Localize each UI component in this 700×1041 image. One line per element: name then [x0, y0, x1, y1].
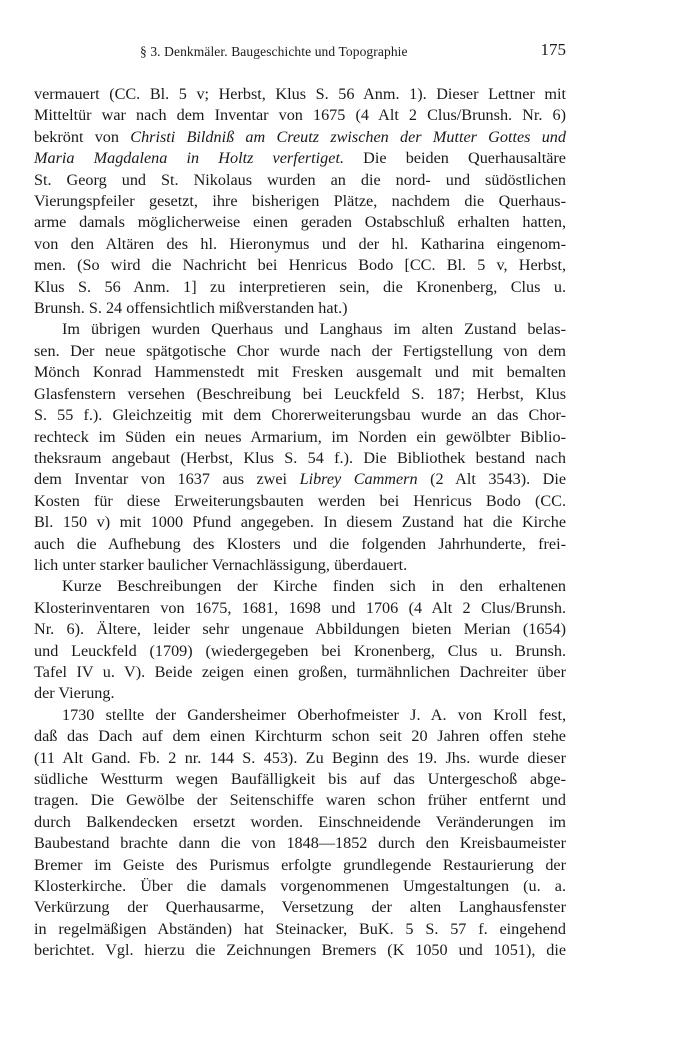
italic-text: Maria Magdalena in Holtz verfertiget. — [34, 149, 344, 168]
body-text — [34, 84, 566, 962]
text-run: Bremer im Geiste des Purismus erfolgte grundlegende Restaurierung der — [34, 855, 566, 874]
text-line — [34, 384, 566, 405]
text-line — [34, 362, 566, 383]
text-run: Kurze Beschreibungen der Kirche finden sich in den erhaltenen — [62, 577, 566, 596]
text-line — [34, 319, 566, 340]
text-line — [34, 897, 566, 918]
text-run: Verkürzung der Querhausarme, Versetzung der alten Langhausfenster — [34, 898, 566, 917]
text-run: Klosterkirche. Über die damals vorgenommenen Umgestaltungen (u. a. — [34, 877, 566, 896]
running-title: § 3. Denkmäler. Baugeschichte und Topographie — [140, 44, 408, 59]
text-run: Vierungspfeiler gesetzt, ihre bisherigen Plätze, nachdem die Querhaus- — [34, 192, 566, 211]
text-line — [34, 812, 566, 833]
text-line — [34, 405, 566, 426]
page-number: 175 — [540, 40, 566, 59]
text-line — [34, 105, 566, 126]
text-line — [34, 641, 566, 662]
text-run: Klosterinventaren von 1675, 1681, 1698 und 1706 (4 Alt 2 Clus/Brunsh. — [34, 598, 566, 617]
text-line — [34, 855, 566, 876]
text-run: Baubestand brachte dann die von 1848—1852 durch den Kreisbaumeister — [34, 834, 566, 853]
text-run: Im übrigen wurden Querhaus und Langhaus im alten Zustand belas- — [62, 320, 566, 339]
text-run: daß das Dach auf dem einen Kirchturm schon seit 20 Jahren offen stehe — [34, 727, 566, 746]
text-run: tragen. Die Gewölbe der Seitenschiffe waren schon früher entfernt und — [34, 791, 566, 810]
text-line — [34, 148, 566, 169]
text-run: vermauert (CC. Bl. 5 v; Herbst, Klus S. 56 Anm. 1). Dieser Lettner mit — [34, 85, 566, 103]
text-line — [34, 298, 566, 319]
running-header — [34, 40, 566, 70]
text-run: sen. Der neue spätgotische Chor wurde nach der Fertigstellung von dem — [34, 341, 566, 360]
text-line — [34, 705, 566, 726]
text-run: Klus S. 56 Anm. 1] zu interpretieren sein, die Kronenberg, Clus u. — [34, 277, 566, 296]
text-line — [34, 512, 566, 533]
text-line — [34, 598, 566, 619]
text-run: dem Inventar von 1637 aus zwei — [34, 470, 300, 489]
italic-text: Christi Bildniß am Creutz zwischen der Mutter Gottes und — [130, 127, 566, 146]
text-line — [34, 748, 566, 769]
text-run: (2 Alt 3543). Die — [417, 470, 567, 489]
text-run: bekrönt von — [34, 127, 131, 146]
paragraph — [34, 705, 566, 962]
text-line — [34, 84, 566, 105]
text-line — [34, 277, 566, 298]
text-run: der Vierung. — [34, 684, 115, 703]
book-page — [34, 40, 566, 962]
text-run: theksraum angebaut (Herbst, Klus S. 54 f.). Die Bibliothek bestand nach — [34, 448, 566, 467]
text-line — [34, 212, 566, 233]
text-line — [34, 769, 566, 790]
text-run: Tafel IV u. V). Beide zeigen einen großen, turmähnlichen Dachreiter über — [34, 662, 566, 681]
text-line — [34, 726, 566, 747]
text-run: und Leuckfeld (1709) (wiedergegeben bei Kronenberg, Clus u. Brunsh. — [34, 641, 566, 660]
text-run: von den Altären des hl. Hieronymus und der hl. Katharina eingenom- — [34, 234, 566, 253]
italic-text: Librey Cammern — [299, 470, 418, 489]
text-line — [34, 427, 566, 448]
text-run: arme damals möglicherweise einen geraden Ostabschluß erhalten hatten, — [34, 213, 566, 232]
text-line — [34, 662, 566, 683]
text-line — [34, 876, 566, 897]
text-line — [34, 341, 566, 362]
text-line — [34, 191, 566, 212]
text-run: Mitteltür war nach dem Inventar von 1675 (4 Alt 2 Clus/Brunsh. Nr. 6) — [34, 106, 566, 125]
text-run: 1730 stellte der Gandersheimer Oberhofmeister J. A. von Kroll fest, — [62, 705, 566, 724]
text-run: St. Georg und St. Nikolaus wurden an die nord- und südöstlichen — [34, 170, 566, 189]
text-run: Brunsh. S. 24 offensichtlich mißverstanden hat.) — [34, 299, 348, 318]
text-run: in regelmäßigen Abständen) hat Steinacker, BuK. 5 S. 57 f. eingehend — [34, 919, 566, 938]
text-run: durch Balkendecken ersetzt worden. Einschneidende Veränderungen im — [34, 812, 566, 831]
paragraph — [34, 84, 566, 319]
text-run: men. (So wird die Nachricht bei Henricus Bodo [CC. Bl. 5 v, Herbst, — [34, 256, 566, 275]
text-line — [34, 469, 566, 490]
text-line — [34, 127, 566, 148]
text-run: rechteck im Süden ein neues Armarium, im Norden ein gewölbter Biblio- — [34, 427, 566, 446]
text-line — [34, 491, 566, 512]
text-run: berichtet. Vgl. hierzu die Zeichnungen Bremers (K 1050 und 1051), die — [34, 941, 566, 960]
text-run: Nr. 6). Ältere, leider sehr ungenaue Abbildungen bieten Merian (1654) — [34, 620, 566, 639]
text-line — [34, 448, 566, 469]
text-line — [34, 255, 566, 276]
text-line — [34, 619, 566, 640]
paragraph — [34, 319, 566, 576]
paragraph — [34, 576, 566, 704]
text-line — [34, 790, 566, 811]
text-line — [34, 683, 566, 704]
text-run: Glasfenstern versehen (Beschreibung bei Leuckfeld S. 187; Herbst, Klus — [34, 384, 566, 403]
text-line — [34, 576, 566, 597]
text-line — [34, 833, 566, 854]
text-run: (11 Alt Gand. Fb. 2 nr. 144 S. 453). Zu Beginn des 19. Jhs. wurde dieser — [34, 748, 566, 767]
text-line — [34, 534, 566, 555]
text-line — [34, 919, 566, 940]
text-run: S. 55 f.). Gleichzeitig mit dem Chorerweiterungsbau wurde an das Chor- — [34, 406, 566, 425]
text-run: Mönch Konrad Hammenstedt mit Fresken ausgemalt und mit bemalten — [34, 363, 566, 382]
text-line — [34, 940, 566, 961]
text-run: auch die Aufhebung des Klosters und die folgenden Jahrhunderte, frei- — [34, 534, 566, 553]
text-run: Kosten für diese Erweiterungsbauten werden bei Henricus Bodo (CC. — [34, 491, 566, 510]
text-run: Die beiden Querhausaltäre — [344, 149, 566, 168]
text-run: Bl. 150 v) mit 1000 Pfund angegeben. In diesem Zustand hat die Kirche — [34, 513, 566, 532]
text-line — [34, 555, 566, 576]
text-line — [34, 170, 566, 191]
text-line — [34, 234, 566, 255]
text-run: lich unter starker baulicher Vernachlässigung, überdauert. — [34, 555, 408, 574]
text-run: südliche Westturm wegen Baufälligkeit bis auf das Untergeschoß abge- — [34, 770, 566, 788]
